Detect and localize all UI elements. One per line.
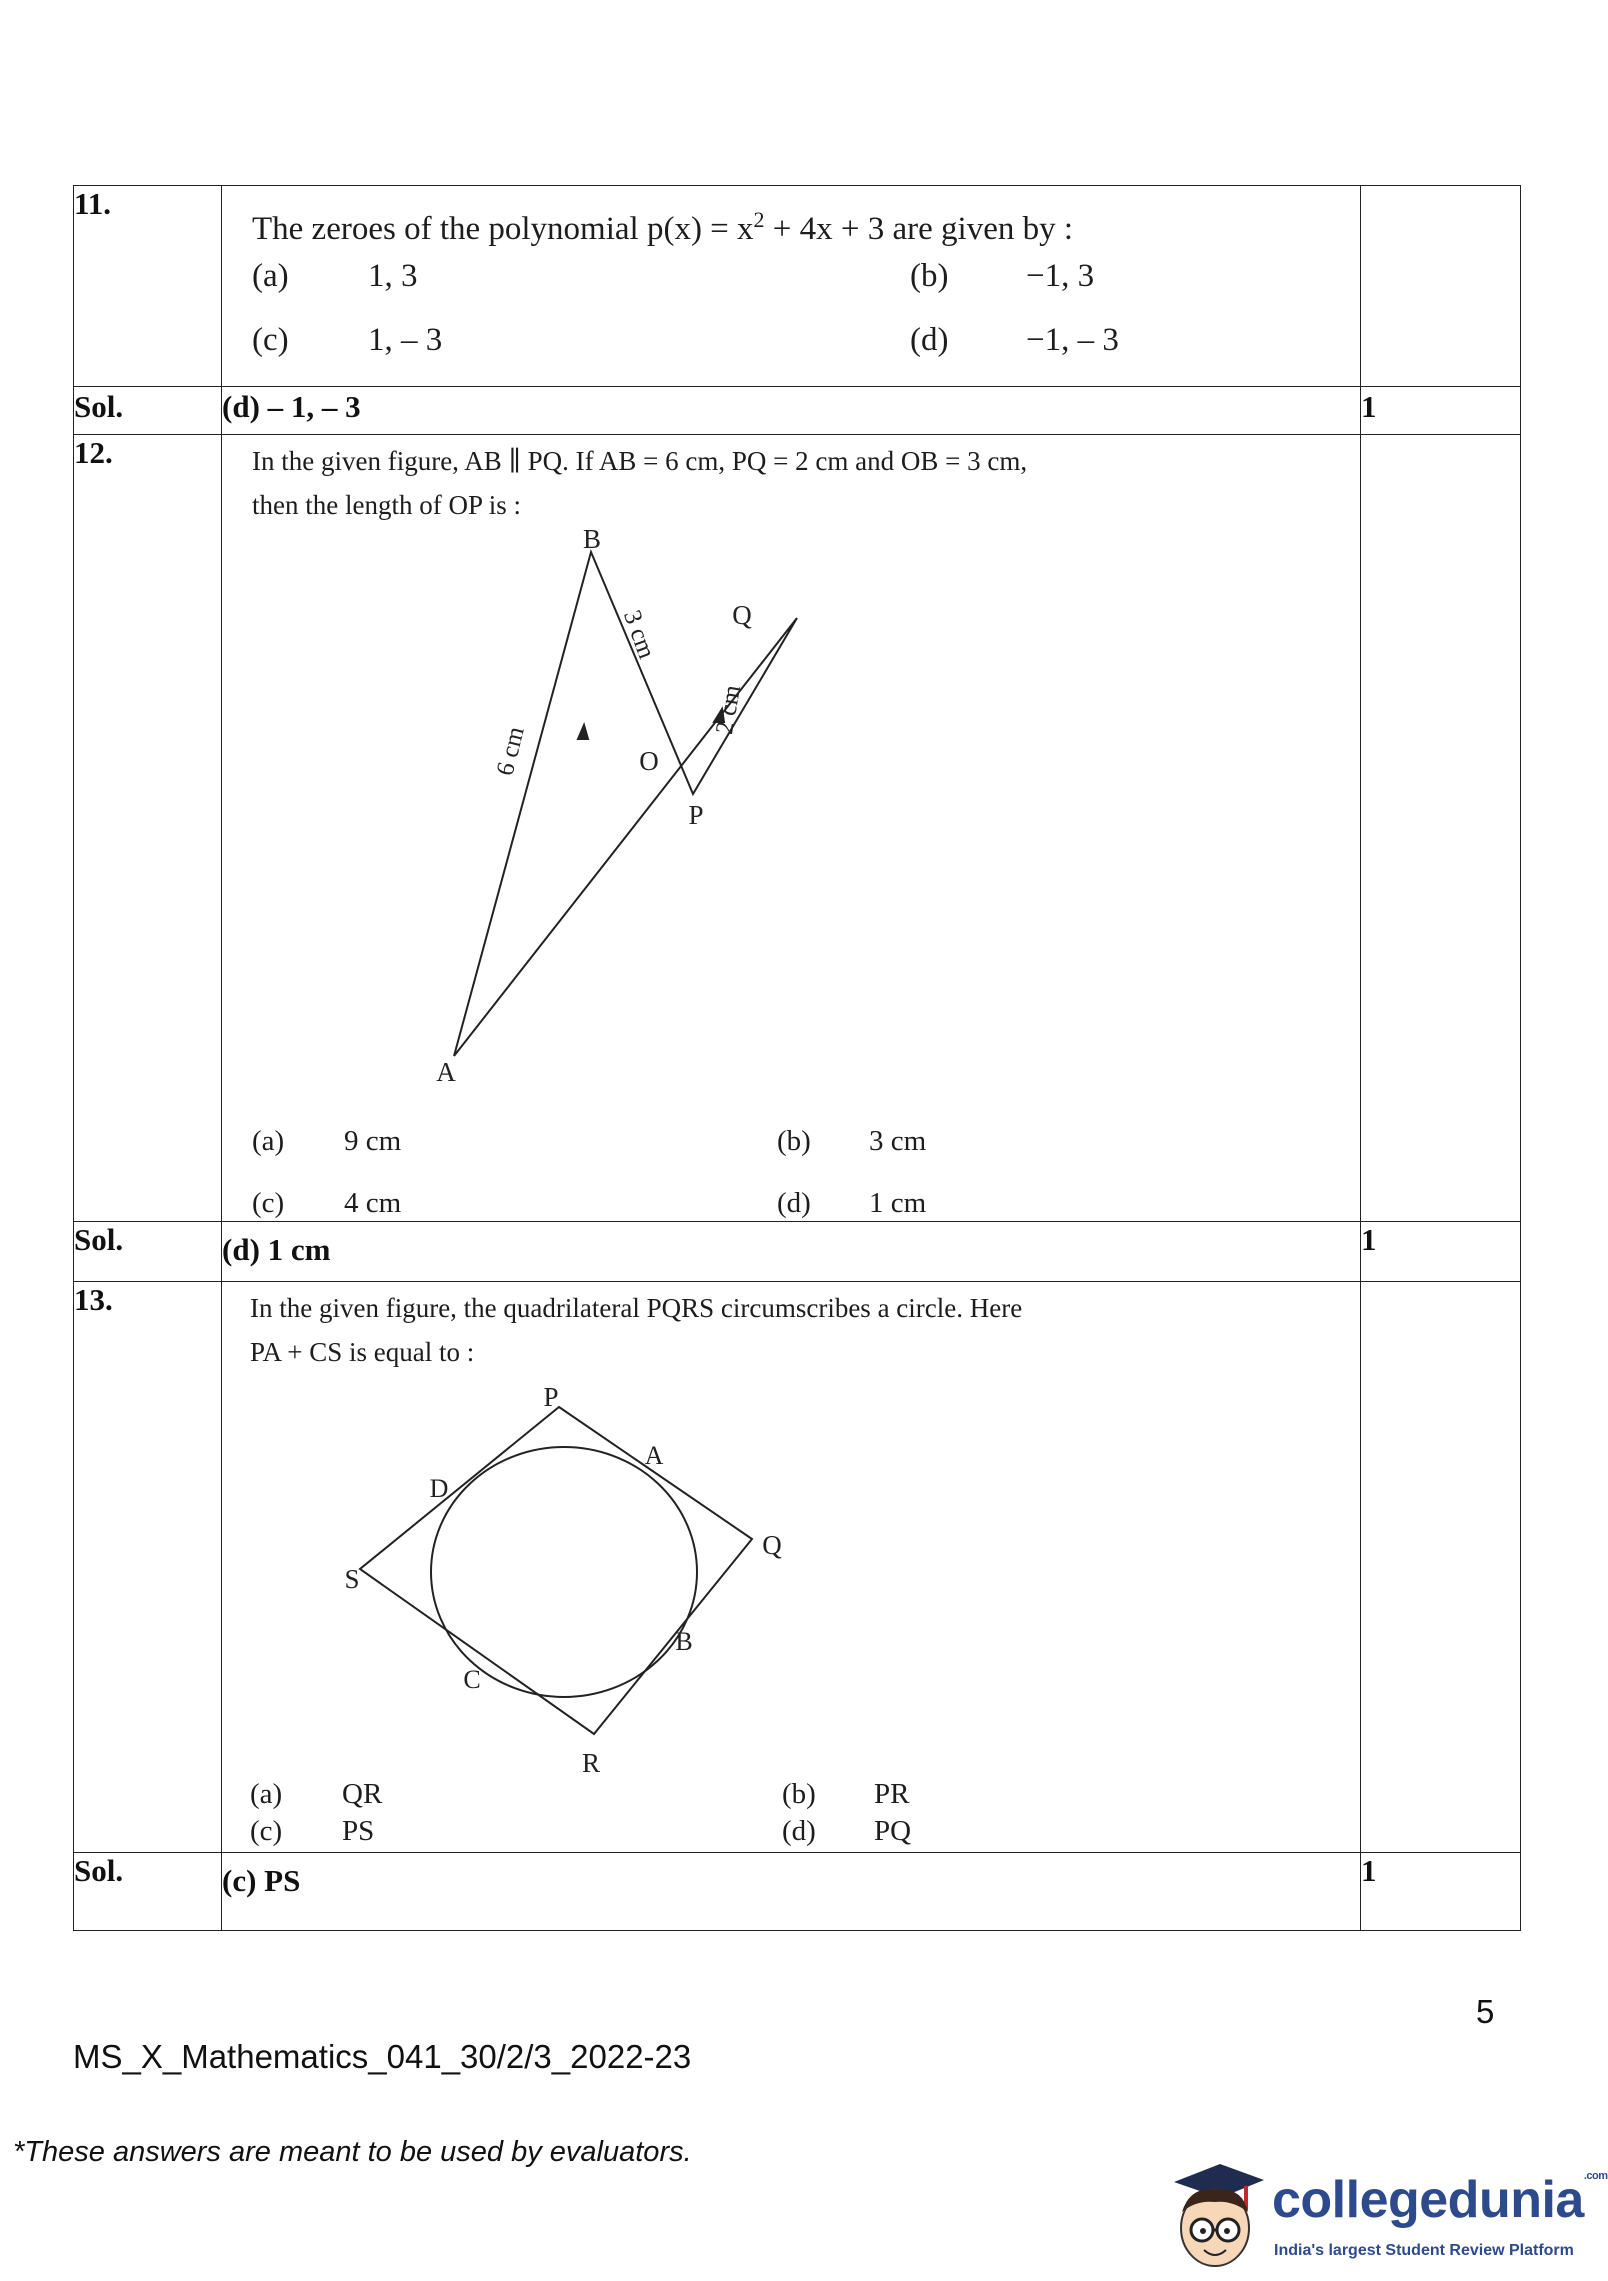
vertex-label-p: P bbox=[543, 1382, 559, 1412]
option-d: (d) PQ bbox=[782, 1815, 912, 1847]
question-number: 11. bbox=[74, 186, 222, 387]
marks-cell bbox=[1361, 186, 1521, 387]
option-d: (d) −1, – 3 bbox=[910, 322, 1119, 358]
question-row-13 bbox=[74, 1282, 1521, 1853]
marks-value: 1 bbox=[1361, 1853, 1521, 1931]
tangent-point-d: D bbox=[429, 1474, 449, 1503]
question-number: 12. bbox=[74, 435, 222, 1222]
tangent-point-b: B bbox=[675, 1627, 693, 1656]
solution-row-11 bbox=[74, 387, 1521, 435]
solution-label: Sol. bbox=[74, 1853, 222, 1931]
marking-scheme-table bbox=[73, 185, 1521, 1931]
solution-label: Sol. bbox=[74, 1222, 222, 1282]
logo-wordmark: collegedunia$^{.com}$ bbox=[1272, 2170, 1608, 2229]
mascot-icon bbox=[1160, 2150, 1270, 2275]
question-text: In the given figure, the quadrilateral PQRS circumscribes a circle. Here PA + CS is equal to : bbox=[250, 1293, 1023, 1367]
marks-cell bbox=[1361, 435, 1521, 1222]
solution-answer: (d) – 1, – 3 bbox=[222, 387, 1361, 435]
question-text: The zeroes of the polynomial $p(x) = x^2 + 4x + 3$ are given by : bbox=[252, 207, 1074, 247]
solution-answer: (d) 1 cm bbox=[222, 1222, 1361, 1282]
marks-value: 1 bbox=[1361, 1222, 1521, 1282]
option-a: (a) 9 cm bbox=[252, 1125, 402, 1157]
question-row-11 bbox=[74, 186, 1521, 387]
vertex-label-q: Q bbox=[762, 1530, 782, 1560]
vertex-label-a: A bbox=[436, 1057, 456, 1087]
question-row-12 bbox=[74, 435, 1521, 1222]
option-c: (c) 4 cm bbox=[252, 1187, 402, 1219]
side-label-ob: 3 cm bbox=[617, 606, 661, 663]
option-a: (a) 1, 3 bbox=[252, 258, 418, 294]
solution-row-12 bbox=[74, 1222, 1521, 1282]
similar-triangles-figure bbox=[222, 435, 1352, 1221]
option-b: (b) PR bbox=[782, 1778, 910, 1810]
option-c: (c) 1, – 3 bbox=[252, 322, 443, 358]
question-number: 13. bbox=[74, 1282, 222, 1853]
tangent-point-a: A bbox=[644, 1441, 664, 1470]
circumscribed-quadrilateral-figure bbox=[222, 1282, 1352, 1852]
option-c: (c) PS bbox=[250, 1815, 375, 1847]
option-b: (b) 3 cm bbox=[777, 1125, 927, 1157]
vertex-label-q: Q bbox=[732, 600, 752, 630]
solution-label: Sol. bbox=[74, 387, 222, 435]
question-text: In the given figure, AB ∥ PQ. If AB = 6 cm, PQ = 2 cm and OB = 3 cm, then the length of OP is : bbox=[252, 446, 1028, 520]
logo-tagline: India's largest Student Review Platform bbox=[1274, 2242, 1574, 2259]
vertex-label-b: B bbox=[582, 524, 602, 554]
evaluator-note: *These answers are meant to be used by evaluators. bbox=[13, 2136, 692, 2168]
vertex-label-r: R bbox=[581, 1748, 601, 1778]
vertex-label-s: S bbox=[344, 1564, 360, 1594]
option-a: (a) QR bbox=[250, 1778, 383, 1810]
question-body bbox=[222, 435, 1361, 1222]
solution-answer: (c) PS bbox=[222, 1853, 1361, 1931]
vertex-label-p: P bbox=[688, 800, 704, 830]
tangent-point-c: C bbox=[463, 1665, 481, 1694]
option-d: (d) 1 cm bbox=[777, 1187, 927, 1219]
side-label-ab: 6 cm bbox=[491, 724, 530, 779]
collegedunia-logo bbox=[1160, 2150, 1608, 2275]
question-body bbox=[222, 186, 1361, 387]
page-number: 5 bbox=[1476, 1993, 1495, 2030]
option-b: (b) −1, 3 bbox=[910, 258, 1095, 294]
side-label-pq: 2 cm bbox=[711, 683, 747, 737]
document-code: MS_X_Mathematics_041_30/2/3_2022-23 bbox=[73, 2038, 692, 2075]
question-body bbox=[222, 1282, 1361, 1853]
vertex-label-o: O bbox=[639, 746, 659, 776]
solution-row-13 bbox=[74, 1853, 1521, 1931]
marks-value: 1 bbox=[1361, 387, 1521, 435]
marks-cell bbox=[1361, 1282, 1521, 1853]
